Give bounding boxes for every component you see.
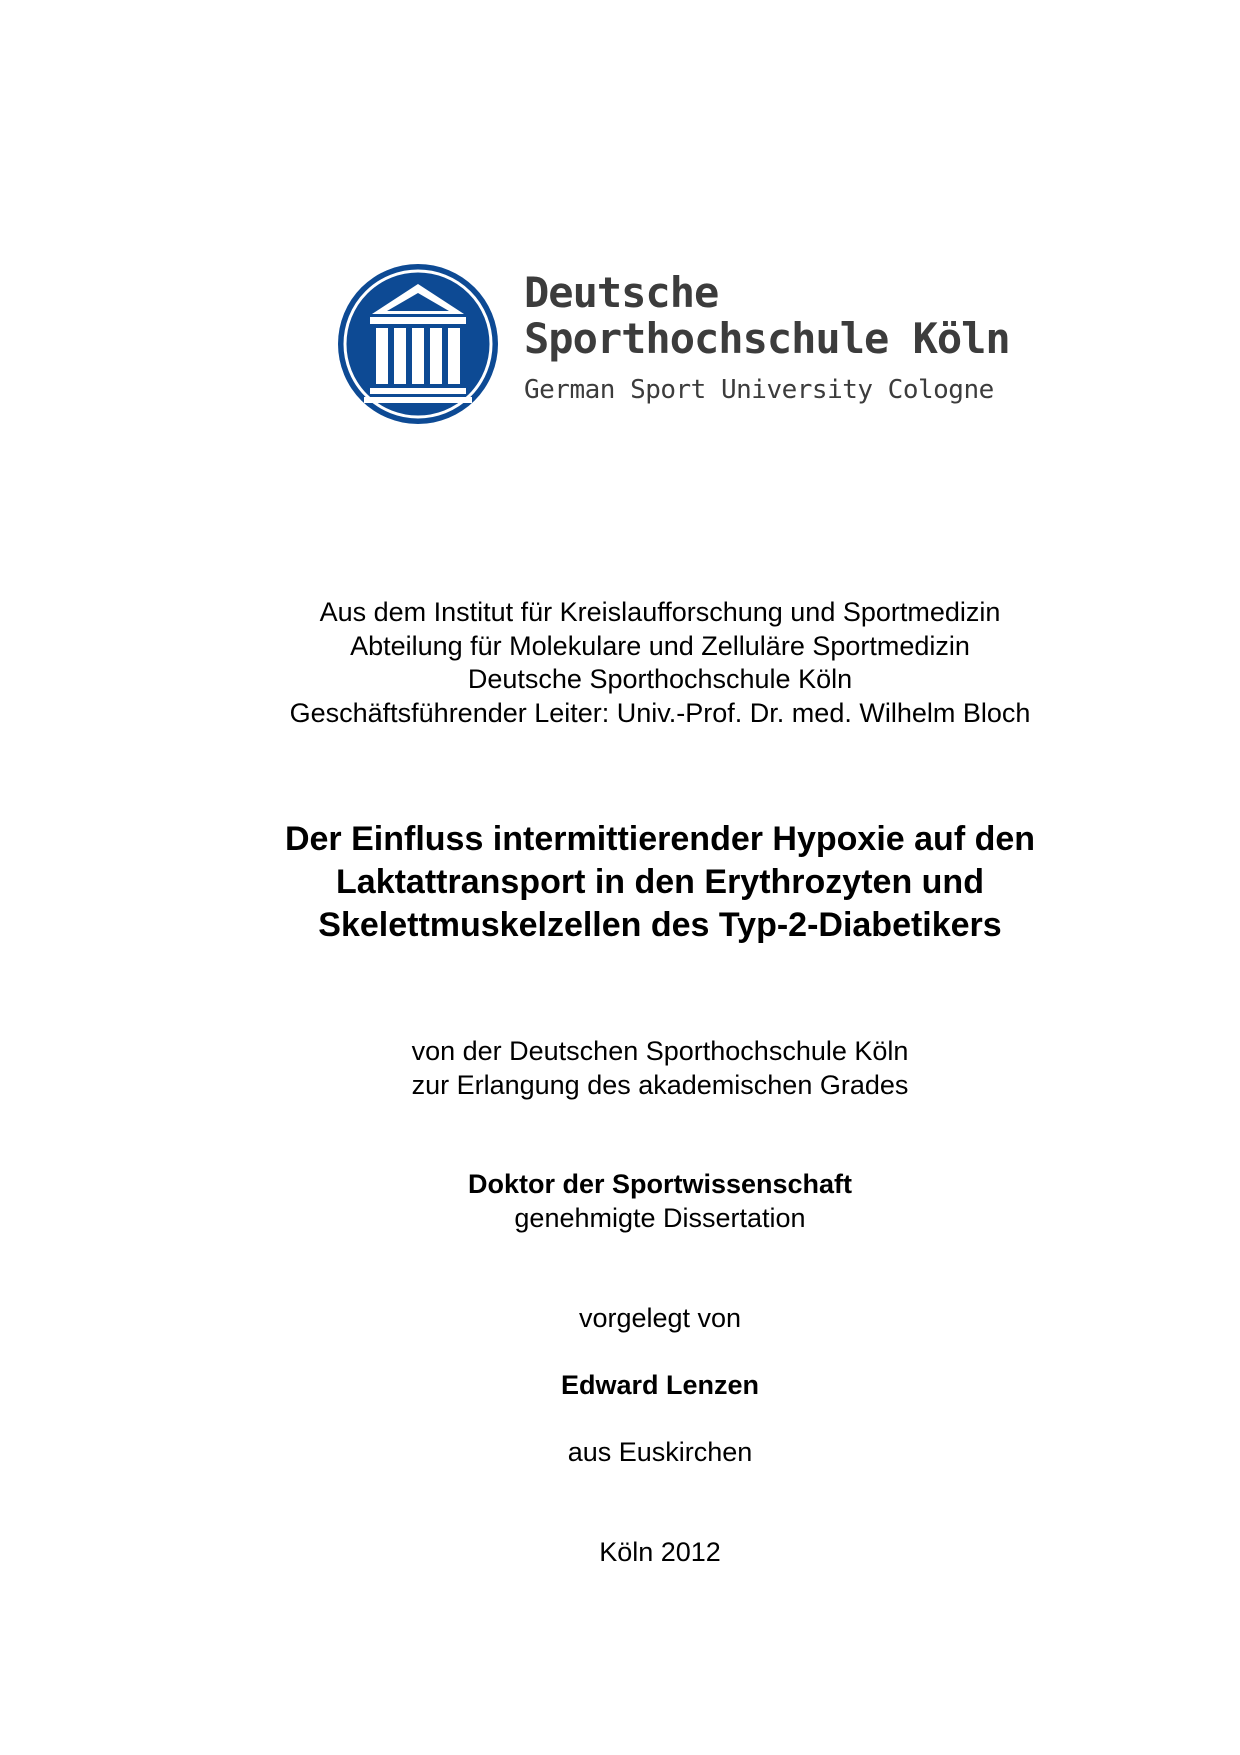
university-building-icon [336,262,500,426]
title-line-1: Der Einfluss intermittierender Hypoxie auf den [284,820,1036,858]
title-line-2: Laktattransport in den Erythrozyten und [336,863,984,901]
presented-by: vorgelegt von [578,1303,742,1333]
institute-line: Aus dem Institut für Kreislaufforschung und Sportmedizin [319,597,1001,627]
degree-name: Doktor der Sportwissenschaft [467,1169,853,1199]
department-line: Abteilung für Molekulare und Zelluläre Sportmedizin [350,630,970,661]
logo-wordmark [524,270,1024,406]
logo-line-deutsche: Deutsche [524,268,719,317]
title-line-3: Skelettmuskelzellen des Typ-2-Diabetikers [318,906,1002,944]
degree-block [0,1167,1240,1235]
dissertation-title [0,818,1240,947]
degree-type: genehmigte Dissertation [514,1203,806,1233]
submission-line-1: von der Deutschen Sporthochschule Köln [411,1036,909,1066]
university-logo [336,262,1016,428]
submission-statement [0,1035,1240,1102]
submission-line-2: zur Erlangung des akademischen Grades [411,1069,909,1100]
institute-block [0,596,1240,730]
director-line: Geschäftsführender Leiter: Univ.-Prof. Dr. med. Wilhelm Bloch [289,697,1031,728]
logo-line-english: German Sport University Cologne [524,375,994,405]
logo-line-sporthochschule: Sporthochschule Köln [524,314,1010,363]
university-line: Deutsche Sporthochschule Köln [467,664,853,694]
author-origin: aus Euskirchen [567,1437,753,1467]
place-year: Köln 2012 [599,1537,721,1567]
author-name: Edward Lenzen [560,1370,760,1400]
